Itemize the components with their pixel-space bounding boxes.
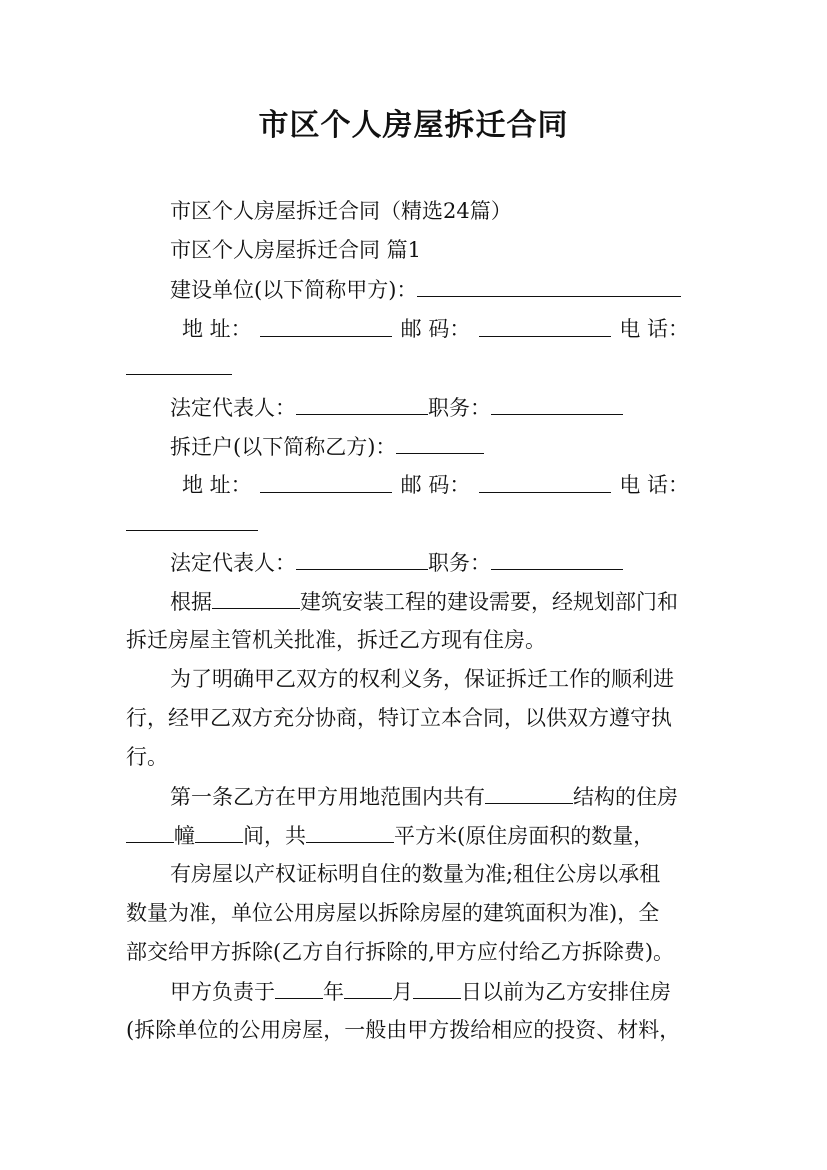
year-blank	[275, 978, 323, 999]
structure-blank	[485, 783, 573, 804]
article1-line2	[126, 822, 654, 849]
article2-text-b: 年	[323, 980, 344, 1004]
position-blank-b	[491, 549, 623, 570]
article2-text-a: 甲方负责于	[170, 980, 275, 1004]
article2-line1	[170, 978, 671, 1005]
address-blank-a	[260, 316, 392, 337]
position-blank-a	[491, 394, 623, 415]
article2-text-c: 月	[392, 980, 413, 1004]
legal-rep-blank-a	[296, 394, 428, 415]
legal-rep-line-b	[170, 549, 623, 576]
article2-text-d: 日以前为乙方安排住房	[461, 980, 671, 1004]
address-label-b: 地 址：	[182, 473, 252, 497]
document-title: 市区个人房屋拆迁合同	[258, 108, 569, 143]
party-b-label: 拆迁户(以下简称乙方)：	[170, 435, 397, 459]
position-label-b: 职务：	[428, 551, 491, 575]
party-a-line	[170, 276, 681, 303]
party-a-blank	[417, 276, 681, 297]
postcode-label-a: 邮 码：	[400, 317, 471, 341]
party-b-blank	[396, 433, 484, 454]
legal-rep-blank-b	[296, 549, 428, 570]
phone-blank-b	[126, 530, 258, 531]
room-count-blank	[195, 822, 243, 843]
para2-line2: 行，经甲乙双方充分协商，特订立本合同，以供双方遵守执	[126, 706, 672, 730]
phone-label-a: 电 话：	[619, 317, 689, 341]
article1-text-b: 结构的住房	[573, 785, 678, 809]
document-subtitle: 市区个人房屋拆迁合同（精选24篇）	[170, 199, 512, 223]
section-heading: 市区个人房屋拆迁合同 篇1	[170, 238, 422, 262]
article1-line5: 部交给甲方拆除(乙方自行拆除的,甲方应付给乙方拆除费)。	[126, 940, 675, 964]
para1-text-b: 建筑安装工程的建设需要，经规划部门和	[300, 590, 678, 614]
legal-rep-line-a	[170, 394, 623, 421]
position-label-a: 职务：	[428, 396, 491, 420]
party-b-contact-line	[182, 472, 689, 498]
building-count-blank	[126, 822, 174, 843]
article1-line4: 数量为准，单位公用房屋以拆除房屋的建筑面积为准)，全	[126, 901, 660, 925]
para1-text-a: 根据	[170, 590, 212, 614]
area-blank	[306, 822, 394, 843]
article1-line3: 有房屋以产权证标明自住的数量为准;租住公房以承租	[170, 862, 661, 886]
postcode-blank-a	[479, 316, 611, 337]
article1-text-e: 平方米(原住房面积的数量，	[394, 824, 655, 848]
phone-label-b: 电 话：	[619, 473, 689, 497]
article1-line1	[170, 783, 678, 810]
phone-blank-a	[126, 374, 232, 375]
party-a-contact-line	[182, 316, 689, 342]
legal-rep-label-a: 法定代表人：	[170, 396, 296, 420]
address-blank-b	[260, 472, 392, 493]
postcode-label-b: 邮 码：	[400, 473, 471, 497]
party-a-label: 建设单位(以下简称甲方)：	[170, 278, 418, 302]
address-label-a: 地 址：	[182, 317, 252, 341]
para2-line3: 行。	[126, 745, 168, 769]
article1-text-d: 间，共	[243, 824, 306, 848]
article1-text-c: 幢	[174, 824, 195, 848]
article2-line2: (拆除单位的公用房屋，一般由甲方拨给相应的投资、材料，	[126, 1018, 681, 1042]
para1-line2: 拆迁房屋主管机关批准，拆迁乙方现有住房。	[126, 628, 546, 652]
postcode-blank-b	[479, 472, 611, 493]
day-blank	[413, 978, 461, 999]
legal-rep-label-b: 法定代表人：	[170, 551, 296, 575]
month-blank	[344, 978, 392, 999]
article1-text-a: 第一条乙方在甲方用地范围内共有	[170, 785, 485, 809]
para1-line1	[170, 588, 678, 615]
para2-line1: 为了明确甲乙双方的权利义务，保证拆迁工作的顺利进	[170, 667, 674, 691]
project-blank	[212, 588, 300, 609]
party-b-line	[170, 433, 484, 460]
